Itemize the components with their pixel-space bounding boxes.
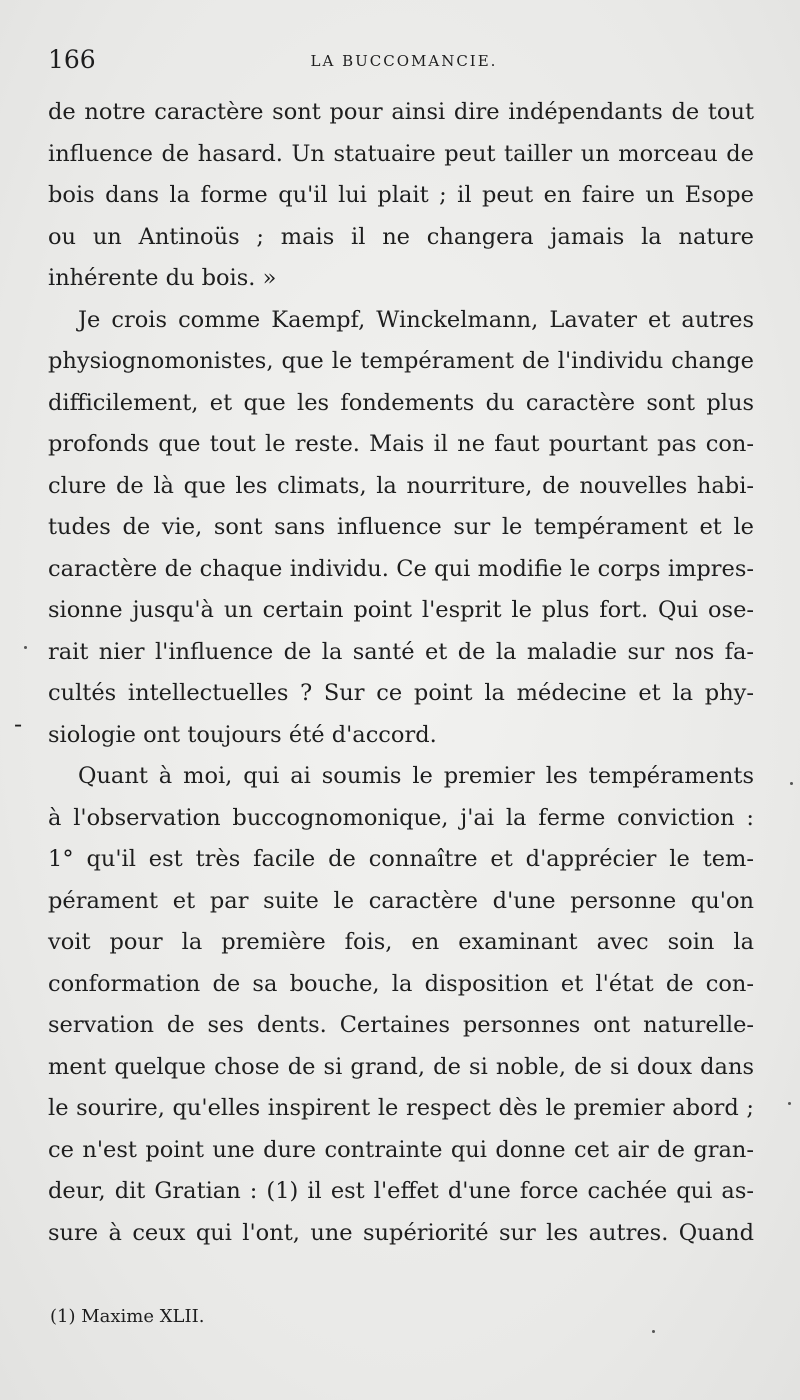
text-line: difficilement, et que les fondements du caractère sont plus <box>48 389 754 416</box>
text-line: ce n'est point une dure contrainte qui donne cet air de gran- <box>48 1136 754 1163</box>
text-line: siologie ont toujours été d'accord. <box>48 721 437 748</box>
text-line: caractère de chaque individu. Ce qui modifie le corps impres- <box>48 555 754 582</box>
ink-speck <box>652 1330 655 1333</box>
page-number: 166 <box>48 45 96 74</box>
text-line: tudes de vie, sont sans influence sur le tempérament et le <box>48 514 754 540</box>
ink-speck <box>24 646 27 649</box>
margin-mark: - <box>14 710 23 738</box>
footnote: (1) Maxime XLII. <box>50 1306 205 1327</box>
ink-speck <box>790 782 793 785</box>
text-line: le sourire, qu'elles inspirent le respect dès le premier abord ; <box>48 1095 754 1121</box>
text-line: bois dans la forme qu'il lui plait ; il peut en faire un Esope <box>48 182 754 208</box>
text-line: de notre caractère sont pour ainsi dire indépendants de tout <box>48 99 754 125</box>
text-line: sure à ceux qui l'ont, une supériorité sur les autres. Quand <box>48 1219 754 1246</box>
text-line: clure de là que les climats, la nourriture, de nouvelles habi- <box>48 472 754 499</box>
body-text <box>48 92 754 1254</box>
text-line: rait nier l'influence de la santé et de la maladie sur nos fa- <box>48 638 754 665</box>
paragraph <box>48 300 754 757</box>
text-line: ou un Antinoüs ; mais il ne changera jamais la nature <box>48 223 754 250</box>
text-line: deur, dit Gratian : (1) il est l'effet d'une force cachée qui as- <box>48 1178 754 1204</box>
text-line: physiognomonistes, que le tempérament de l'individu change <box>48 348 754 374</box>
text-line: sionne jusqu'à un certain point l'esprit le plus fort. Qui ose- <box>48 597 754 623</box>
paragraph <box>48 92 754 300</box>
running-title: LA BUCCOMANCIE. <box>310 52 498 70</box>
page-header <box>48 44 760 76</box>
text-line: 1° qu'il est très facile de connaître et d'apprécier le tem- <box>48 846 754 872</box>
text-line: profonds que tout le reste. Mais il ne faut pourtant pas con- <box>48 431 754 457</box>
text-line: inhérente du bois. » <box>48 265 277 291</box>
text-line: conformation de sa bouche, la disposition et l'état de con- <box>48 970 754 997</box>
text-line: Quant à moi, qui ai soumis le premier les tempéraments <box>78 763 754 789</box>
text-line: Je crois comme Kaempf, Winckelmann, Lavater et autres <box>78 306 754 333</box>
text-line: servation de ses dents. Certaines personnes ont naturelle- <box>48 1012 754 1038</box>
text-line: cultés intellectuelles ? Sur ce point la médecine et la phy- <box>48 680 754 706</box>
paragraph <box>48 756 754 1254</box>
text-line: pérament et par suite le caractère d'une personne qu'on <box>48 887 754 914</box>
text-line: voit pour la première fois, en examinant avec soin la <box>48 929 754 955</box>
text-line: influence de hasard. Un statuaire peut tailler un morceau de <box>48 140 754 167</box>
text-line: à l'observation buccognomonique, j'ai la ferme conviction : <box>48 804 754 831</box>
text-line: ment quelque chose de si grand, de si noble, de si doux dans <box>48 1053 754 1080</box>
ink-speck <box>788 1102 791 1105</box>
